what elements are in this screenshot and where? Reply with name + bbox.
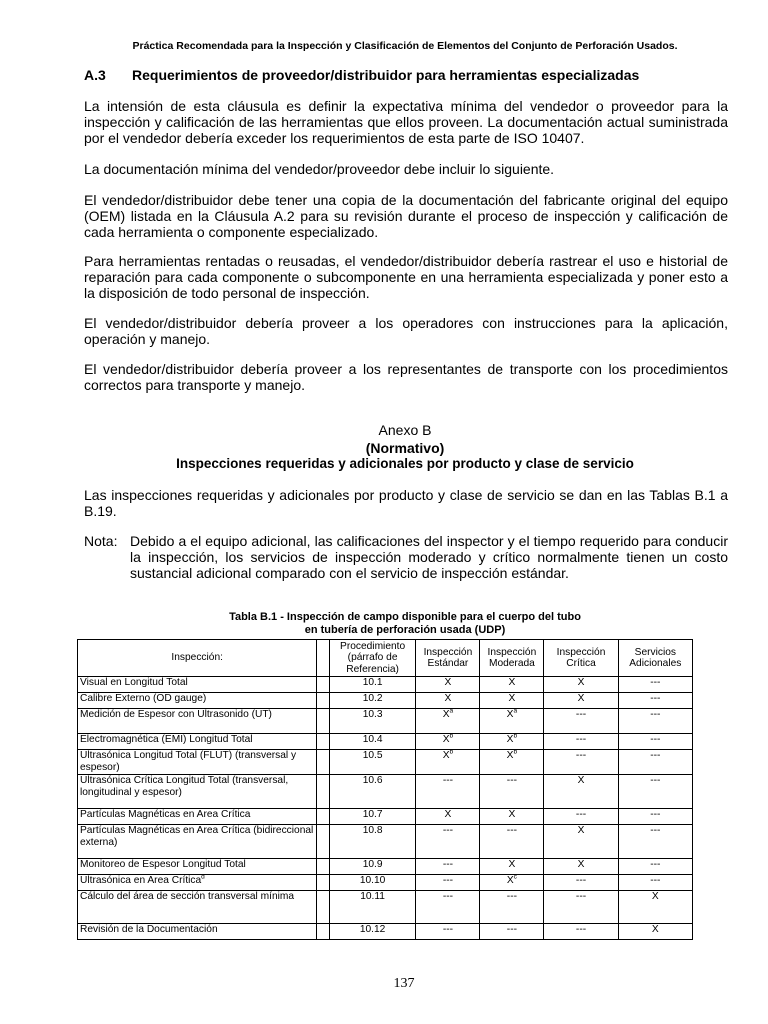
annex-title: Anexo B <box>378 422 432 438</box>
cell-standard-text: --- <box>442 775 454 786</box>
cell-standard <box>416 825 480 859</box>
cell-critical-text: X <box>577 859 585 870</box>
cell-critical-text: X <box>577 693 585 704</box>
cell-inspection-text: Cálculo del área de sección transversal mínima <box>80 891 295 902</box>
cell-inspection-text: Calibre Externo (OD gauge) <box>80 693 207 704</box>
cell-standard-footnote: b <box>449 748 454 756</box>
cell-procedure-text: 10.4 <box>362 734 383 745</box>
cell-standard <box>416 859 480 875</box>
paragraph: El vendedor/distribuidor debería proveer a los representantes de transporte con los procedimientos correctos para transporte y manejo. <box>84 361 728 393</box>
cell-moderate <box>480 709 544 734</box>
cell-critical-text: --- <box>575 809 587 820</box>
section-number: A.3 <box>84 67 106 83</box>
cell-inspection-text: Monitoreo de Espesor Longitud Total <box>80 859 246 870</box>
cell-moderate-text: X <box>506 734 514 745</box>
header-moderate: Inspección Moderada <box>480 640 544 677</box>
cell-moderate <box>480 750 544 775</box>
cell-moderate <box>480 859 544 875</box>
cell-inspection <box>78 709 317 734</box>
cell-additional-text: --- <box>650 809 661 820</box>
cell-inspection-text: Ultrasónica en Area Crítica <box>80 875 202 886</box>
table-row <box>78 859 693 875</box>
header-standard: Inspección Estándar <box>416 640 480 677</box>
cell-additional <box>618 775 692 809</box>
table-row <box>78 809 693 825</box>
cell-inspection-text: Ultrasónica Crítica Longitud Total (transversal, longitudinal y espesor) <box>80 775 289 798</box>
cell-moderate-text: X <box>506 709 514 720</box>
cell-additional-text: --- <box>650 825 661 836</box>
cell-moderate-footnote: a <box>513 707 518 715</box>
cell-moderate <box>480 677 544 693</box>
cell-moderate-footnote: b <box>513 732 518 740</box>
cell-inspection-text: Medición de Espesor con Ultrasonido (UT) <box>80 709 272 720</box>
cell-moderate-text: X <box>506 750 514 761</box>
cell-procedure-text: 10.8 <box>362 825 383 836</box>
cell-inspection-text: Electromagnética (EMI) Longitud Total <box>80 734 253 745</box>
cell-spacer <box>317 825 329 859</box>
cell-standard <box>416 677 480 693</box>
annex-intro: Las inspecciones requeridas y adicionales por producto y clase de servicio se dan en las Tablas B.1 a B.19. <box>84 487 728 519</box>
cell-standard-text: X <box>442 734 450 745</box>
table-row <box>78 750 693 775</box>
cell-spacer <box>317 750 329 775</box>
cell-additional <box>618 875 692 891</box>
header-spacer <box>317 640 329 677</box>
cell-additional-text: --- <box>650 775 661 786</box>
table-header-row <box>78 640 693 677</box>
annex-type: (Normativo) <box>365 440 445 456</box>
cell-procedure <box>329 677 416 693</box>
cell-inspection <box>78 775 317 809</box>
table-row <box>78 775 693 809</box>
cell-standard <box>416 875 480 891</box>
cell-standard-text: X <box>444 693 452 704</box>
cell-inspection <box>78 875 317 891</box>
cell-additional <box>618 677 692 693</box>
cell-additional-text: --- <box>650 875 661 886</box>
cell-additional-text: X <box>651 924 659 935</box>
cell-procedure-text: 10.11 <box>360 891 385 902</box>
cell-additional <box>618 709 692 734</box>
section-title: Requerimientos de proveedor/distribuidor para herramientas especializadas <box>132 67 640 83</box>
cell-spacer <box>317 809 329 825</box>
cell-procedure <box>329 924 416 940</box>
cell-procedure-text: 10.7 <box>362 809 383 820</box>
cell-standard <box>416 709 480 734</box>
table-row <box>78 677 693 693</box>
cell-moderate-text: X <box>508 859 516 870</box>
cell-standard-footnote: b <box>449 732 454 740</box>
paragraph: El vendedor/distribuidor debe tener una copia de la documentación del fabricante original del equipo (OEM) listada en la Cláusula A.2 para su revisión durante el proceso de inspección y calificación de cada herramienta o componente especializado. <box>84 192 728 240</box>
cell-moderate <box>480 924 544 940</box>
cell-spacer <box>317 859 329 875</box>
cell-standard-text: X <box>444 677 452 688</box>
cell-moderate <box>480 775 544 809</box>
cell-standard <box>416 891 480 924</box>
cell-additional-text: --- <box>650 709 661 720</box>
cell-inspection <box>78 693 317 709</box>
cell-inspection-text: Partículas Magnéticas en Area Crítica (bidireccional externa) <box>80 825 314 848</box>
cell-moderate-text: X <box>508 693 516 704</box>
cell-standard <box>416 809 480 825</box>
cell-moderate <box>480 891 544 924</box>
cell-procedure-text: 10.9 <box>362 859 383 870</box>
cell-additional-text: X <box>651 891 659 902</box>
cell-procedure-text: 10.2 <box>362 693 383 704</box>
cell-inspection <box>78 924 317 940</box>
running-header: Práctica Recomendada para la Inspección y Clasificación de Elementos del Conjunto de Perforación Usados. <box>132 40 678 52</box>
cell-moderate-footnote: c <box>513 873 517 881</box>
cell-standard <box>416 775 480 809</box>
table-caption: Tabla B.1 - Inspección de campo disponible para el cuerpo del tubo <box>229 611 581 623</box>
cell-moderate-text: --- <box>506 924 517 935</box>
cell-critical-text: --- <box>575 891 587 902</box>
cell-critical <box>544 875 618 891</box>
cell-inspection <box>78 825 317 859</box>
cell-critical-text: --- <box>575 924 587 935</box>
cell-inspection <box>78 750 317 775</box>
cell-critical-text: X <box>577 825 585 836</box>
cell-procedure <box>329 809 416 825</box>
cell-spacer <box>317 693 329 709</box>
table-caption: en tubería de perforación usada (UDP) <box>304 624 506 636</box>
cell-procedure-text: 10.5 <box>362 750 383 761</box>
cell-additional <box>618 891 692 924</box>
cell-additional <box>618 859 692 875</box>
cell-critical <box>544 775 618 809</box>
paragraph: La intensión de esta cláusula es definir la expectativa mínima del vendedor o proveedor para la inspección y calificación de las herramientas que ellos proveen. La documentación actual suministrada por el vendedor debería exceder los requerimientos de esta parte de ISO 10407. <box>84 98 728 146</box>
paragraph: El vendedor/distribuidor debería proveer a los operadores con instrucciones para la aplicación, operación y manejo. <box>84 315 728 347</box>
table-row <box>78 693 693 709</box>
cell-additional <box>618 693 692 709</box>
cell-moderate <box>480 875 544 891</box>
cell-moderate-text: --- <box>506 825 517 836</box>
cell-standard-text: --- <box>442 859 454 870</box>
cell-spacer <box>317 709 329 734</box>
cell-standard <box>416 734 480 750</box>
cell-standard-text: --- <box>442 825 454 836</box>
paragraph: Para herramientas rentadas o reusadas, el vendedor/distribuidor debería rastrear el uso e historial de reparación para cada componente o subcomponente en una herramienta especializada y poner esto a la disposición de todo personal de inspección. <box>84 253 728 301</box>
cell-critical <box>544 859 618 875</box>
note <box>84 533 728 581</box>
cell-inspection-text: Revisión de la Documentación <box>80 924 218 935</box>
cell-procedure <box>329 734 416 750</box>
cell-critical <box>544 693 618 709</box>
cell-moderate-text: --- <box>506 775 517 786</box>
cell-moderate <box>480 825 544 859</box>
cell-inspection <box>78 891 317 924</box>
table-body <box>78 677 693 940</box>
cell-additional <box>618 809 692 825</box>
cell-procedure <box>329 750 416 775</box>
cell-standard <box>416 693 480 709</box>
cell-standard <box>416 750 480 775</box>
cell-procedure <box>329 709 416 734</box>
cell-inspection <box>78 677 317 693</box>
table-row <box>78 825 693 859</box>
cell-critical <box>544 750 618 775</box>
cell-critical <box>544 677 618 693</box>
cell-inspection <box>78 734 317 750</box>
cell-additional-text: --- <box>650 693 661 704</box>
cell-procedure <box>329 775 416 809</box>
cell-inspection-footnote: d <box>201 873 205 881</box>
table-row <box>78 924 693 940</box>
cell-inspection-text: Ultrasónica Longitud Total (FLUT) (transversal y espesor) <box>80 750 297 773</box>
table-row <box>78 875 693 891</box>
cell-standard <box>416 924 480 940</box>
cell-standard-text: --- <box>442 891 454 902</box>
cell-additional <box>618 750 692 775</box>
cell-procedure <box>329 693 416 709</box>
cell-additional <box>618 924 692 940</box>
cell-standard-text: X <box>444 809 452 820</box>
cell-additional-text: --- <box>650 859 661 870</box>
cell-critical-text: --- <box>575 709 587 720</box>
cell-additional <box>618 734 692 750</box>
cell-standard-text: --- <box>442 924 454 935</box>
note-text: Debido a el equipo adicional, las calificaciones del inspector y el tiempo requerido para conducir la inspección, los servicios de inspección moderado y crítico normalmente tienen un costo sustancial adicional comparado con el servicio de inspección estándar. <box>130 533 728 581</box>
cell-procedure-text: 10.1 <box>362 677 383 688</box>
cell-procedure-text: 10.10 <box>359 875 386 886</box>
cell-additional-text: --- <box>650 734 661 745</box>
cell-moderate-footnote: b <box>513 748 518 756</box>
page-number: 137 <box>393 976 415 991</box>
annex-subtitle: Inspecciones requeridas y adicionales por producto y clase de servicio <box>176 456 634 471</box>
cell-moderate <box>480 809 544 825</box>
header-additional: Servicios Adicionales <box>618 640 692 677</box>
cell-inspection <box>78 859 317 875</box>
header-critical: Inspección Crítica <box>544 640 618 677</box>
cell-moderate <box>480 734 544 750</box>
cell-additional-text: --- <box>650 677 661 688</box>
cell-moderate-text: --- <box>506 891 517 902</box>
cell-spacer <box>317 924 329 940</box>
header-inspection: Inspección: <box>78 640 317 677</box>
cell-spacer <box>317 891 329 924</box>
section-heading <box>84 67 639 83</box>
header-procedure: Procedimiento (párrafo de Referencia) <box>329 640 416 677</box>
cell-critical <box>544 825 618 859</box>
cell-spacer <box>317 734 329 750</box>
table-row <box>78 709 693 734</box>
inspection-table <box>77 639 693 940</box>
cell-critical-text: X <box>577 775 585 786</box>
cell-procedure-text: 10.6 <box>362 775 383 786</box>
cell-standard-text: X <box>442 709 450 720</box>
cell-spacer <box>317 875 329 891</box>
cell-moderate-text: X <box>508 677 516 688</box>
cell-standard-text: --- <box>442 875 454 886</box>
table-row <box>78 891 693 924</box>
cell-critical-text: X <box>577 677 585 688</box>
cell-critical <box>544 809 618 825</box>
note-label: Nota: <box>84 533 118 549</box>
cell-procedure <box>329 875 416 891</box>
cell-critical <box>544 891 618 924</box>
cell-standard-footnote: a <box>449 707 454 715</box>
cell-spacer <box>317 775 329 809</box>
cell-procedure-text: 10.12 <box>359 924 386 935</box>
cell-procedure <box>329 891 416 924</box>
cell-critical-text: --- <box>575 750 587 761</box>
cell-critical <box>544 924 618 940</box>
cell-critical <box>544 709 618 734</box>
cell-critical-text: --- <box>575 734 587 745</box>
cell-moderate <box>480 693 544 709</box>
table-row <box>78 734 693 750</box>
cell-inspection-text: Partículas Magnéticas en Area Crítica <box>80 809 251 820</box>
cell-critical-text: --- <box>575 875 587 886</box>
cell-moderate-text: X <box>506 875 514 886</box>
cell-inspection-text: Visual en Longitud Total <box>80 677 188 688</box>
cell-critical <box>544 734 618 750</box>
cell-additional <box>618 825 692 859</box>
cell-additional-text: --- <box>650 750 661 761</box>
cell-procedure <box>329 859 416 875</box>
cell-moderate-text: X <box>508 809 516 820</box>
cell-procedure <box>329 825 416 859</box>
cell-procedure-text: 10.3 <box>362 709 383 720</box>
cell-spacer <box>317 677 329 693</box>
paragraph: La documentación mínima del vendedor/proveedor debe incluir lo siguiente. <box>84 161 555 177</box>
cell-standard-text: X <box>442 750 450 761</box>
cell-inspection <box>78 809 317 825</box>
